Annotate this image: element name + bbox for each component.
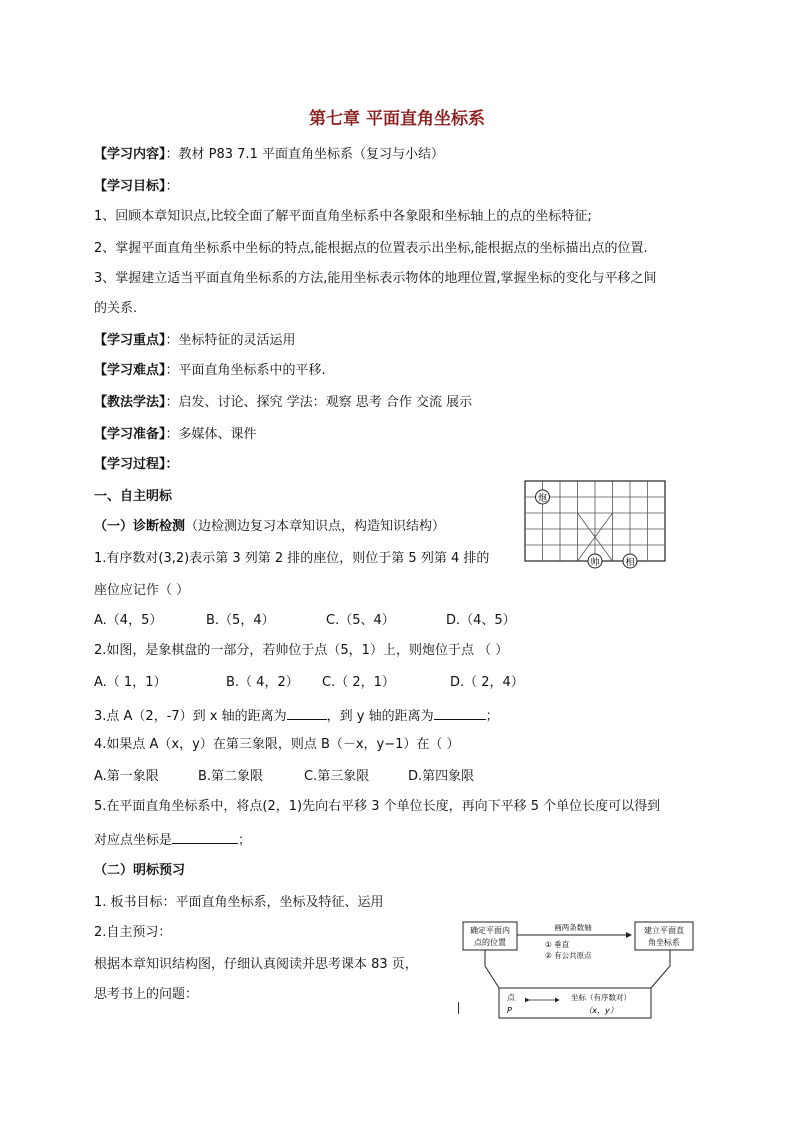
difficulty-text: ：平面直角坐标系中的平移. bbox=[165, 363, 326, 378]
condition-perpendicular: ① 垂直 bbox=[545, 940, 570, 949]
option-c: C.（ 2，1） bbox=[322, 675, 395, 690]
question-5-suffix: ； bbox=[238, 833, 252, 848]
study-goals-colon: ： bbox=[165, 179, 179, 194]
minister-label: 相 bbox=[625, 558, 635, 568]
option-d: D.（4、5） bbox=[446, 613, 516, 628]
study-prep-text: ：多媒体、课件 bbox=[165, 427, 257, 442]
box-build-system-line-1: 建立平面直 bbox=[644, 926, 684, 935]
goal-item: 1、回顾本章知识点,比较全面了解平面直角坐标系中各象限和坐标轴上的点的坐标特征; bbox=[94, 209, 592, 224]
study-goals-heading bbox=[94, 178, 179, 196]
answer-blank bbox=[434, 706, 486, 720]
key-point bbox=[94, 332, 296, 350]
study-content-text: ：教材 P83 7.1 平面直角坐标系（复习与小结） bbox=[165, 147, 444, 162]
general-label: 帅 bbox=[590, 558, 600, 568]
goal-item: 2、掌握平面直角坐标系中坐标的特点,能根据点的位置表示出坐标,能根据点的坐标描出点的位置. bbox=[94, 241, 648, 256]
question-3-part-c: ； bbox=[485, 709, 499, 724]
section-heading: 一、自主明标 bbox=[94, 489, 173, 504]
teaching-method-label: 【教法学法】 bbox=[94, 395, 166, 410]
key-point-label: 【学习重点】 bbox=[94, 333, 166, 348]
preview-item: 思考书上的问题： bbox=[94, 987, 199, 1002]
box-build-system-line-2: 角坐标系 bbox=[648, 938, 680, 947]
cannon-piece bbox=[536, 490, 550, 504]
difficulty bbox=[94, 362, 326, 380]
option-b: B.（5，4） bbox=[206, 613, 275, 628]
general-piece bbox=[588, 554, 602, 568]
stray-mark bbox=[458, 1002, 459, 1014]
point-variable: P bbox=[507, 1006, 512, 1015]
key-point-text: ：坐标特征的灵活运用 bbox=[165, 333, 296, 348]
point-label: 点 bbox=[507, 993, 515, 1002]
option-b: B.第二象限 bbox=[198, 769, 264, 784]
chess-board-figure bbox=[524, 480, 668, 584]
option-b: B.（ 4，2） bbox=[226, 675, 299, 690]
connector-left bbox=[485, 950, 499, 988]
difficulty-label: 【学习难点】 bbox=[94, 363, 166, 378]
question-5-line-1: 5.在平面直角坐标系中，将点(2，1)先向右平移 3 个单位长度，再向下平移 5 个单位长度可以得到 bbox=[94, 799, 661, 814]
question-4-line: 4.如果点 A（x，y）在第三象限，则点 B（－x，y−1）在（ ） bbox=[94, 737, 460, 752]
study-process bbox=[94, 456, 179, 474]
subsection-diagnosis-text: （边检测边复习本章知识点，构造知识结构） bbox=[185, 519, 446, 534]
question-1-line-2: 座位应记作（ ） bbox=[94, 583, 190, 598]
chapter-title: 第七章 平面直角坐标系 bbox=[309, 109, 485, 129]
preview-item: 2.自主预习： bbox=[94, 925, 172, 940]
option-d: D.（ 2，4） bbox=[450, 675, 524, 690]
coordinate-variable: （x，y） bbox=[584, 1006, 618, 1015]
answer-blank bbox=[287, 706, 327, 720]
cannon-label: 炮 bbox=[537, 494, 548, 504]
study-content-label: 【学习内容】 bbox=[94, 147, 166, 162]
goal-item: 3、掌握建立适当平面直角坐标系的方法,能用坐标表示物体的地理位置,掌握坐标的变化与平移之间 bbox=[94, 271, 657, 286]
teaching-method bbox=[94, 394, 472, 412]
box-locate-point-line-1: 确定平面内 bbox=[470, 926, 510, 935]
subsection-preview: （二）明标预习 bbox=[94, 863, 186, 878]
question-1-line-1: 1.有序数对(3,2)表示第 3 列第 2 排的座位，则位于第 5 列第 4 排的 bbox=[94, 551, 490, 566]
study-goals-label: 【学习目标】 bbox=[94, 179, 166, 194]
option-d: D.第四象限 bbox=[408, 769, 475, 784]
question-3-part-b: ，到 y 轴的距离为 bbox=[326, 709, 434, 724]
answer-blank bbox=[172, 830, 238, 844]
subsection-diagnosis-label: （一）诊断检测 bbox=[94, 519, 186, 534]
teaching-method-text: ：启发、讨论、探究 学法：观察 思考 合作 交流 展示 bbox=[165, 395, 473, 410]
question-5-prefix: 对应点坐标是 bbox=[94, 833, 173, 848]
question-3 bbox=[94, 706, 499, 726]
subsection-diagnosis bbox=[94, 518, 445, 536]
study-process-colon: ： bbox=[165, 457, 179, 472]
study-content bbox=[94, 146, 444, 164]
preview-item: 根据本章知识结构图，仔细认真阅读并思考课本 83 页， bbox=[94, 957, 418, 972]
option-c: C.第三象限 bbox=[304, 769, 370, 784]
option-c: C.（5、4） bbox=[326, 613, 395, 628]
preview-item: 1. 板书目标：平面直角坐标系，坐标及特征、运用 bbox=[94, 895, 384, 910]
question-2-options bbox=[94, 674, 524, 692]
study-process-label: 【学习过程】 bbox=[94, 457, 166, 472]
option-a: A.（ 1，1） bbox=[94, 675, 167, 690]
arrow-draw-axes-label: 画两条数轴 bbox=[554, 923, 592, 932]
coordinate-label: 坐标（有序数对） bbox=[571, 993, 631, 1002]
question-5-line-2 bbox=[94, 830, 251, 850]
goal-item: 的关系. bbox=[94, 301, 138, 316]
minister-piece bbox=[623, 554, 637, 568]
question-3-part-a: 3.点 A（2，-7）到 x 轴的距离为 bbox=[94, 709, 287, 724]
connector-right bbox=[651, 950, 670, 988]
knowledge-structure-diagram bbox=[455, 918, 725, 1024]
option-a: A.第一象限 bbox=[94, 769, 159, 784]
study-prep bbox=[94, 426, 257, 444]
box-locate-point-line-2: 点的位置 bbox=[474, 938, 506, 947]
option-a: A.（4，5） bbox=[94, 613, 163, 628]
study-prep-label: 【学习准备】 bbox=[94, 427, 166, 442]
question-1-options bbox=[94, 612, 516, 630]
condition-common-origin: ② 有公共原点 bbox=[545, 951, 592, 960]
question-4-options bbox=[94, 768, 474, 786]
question-2-line: 2.如图，是象棋盘的一部分，若帅位于点（5，1）上，则炮位于点 （ ） bbox=[94, 643, 509, 658]
